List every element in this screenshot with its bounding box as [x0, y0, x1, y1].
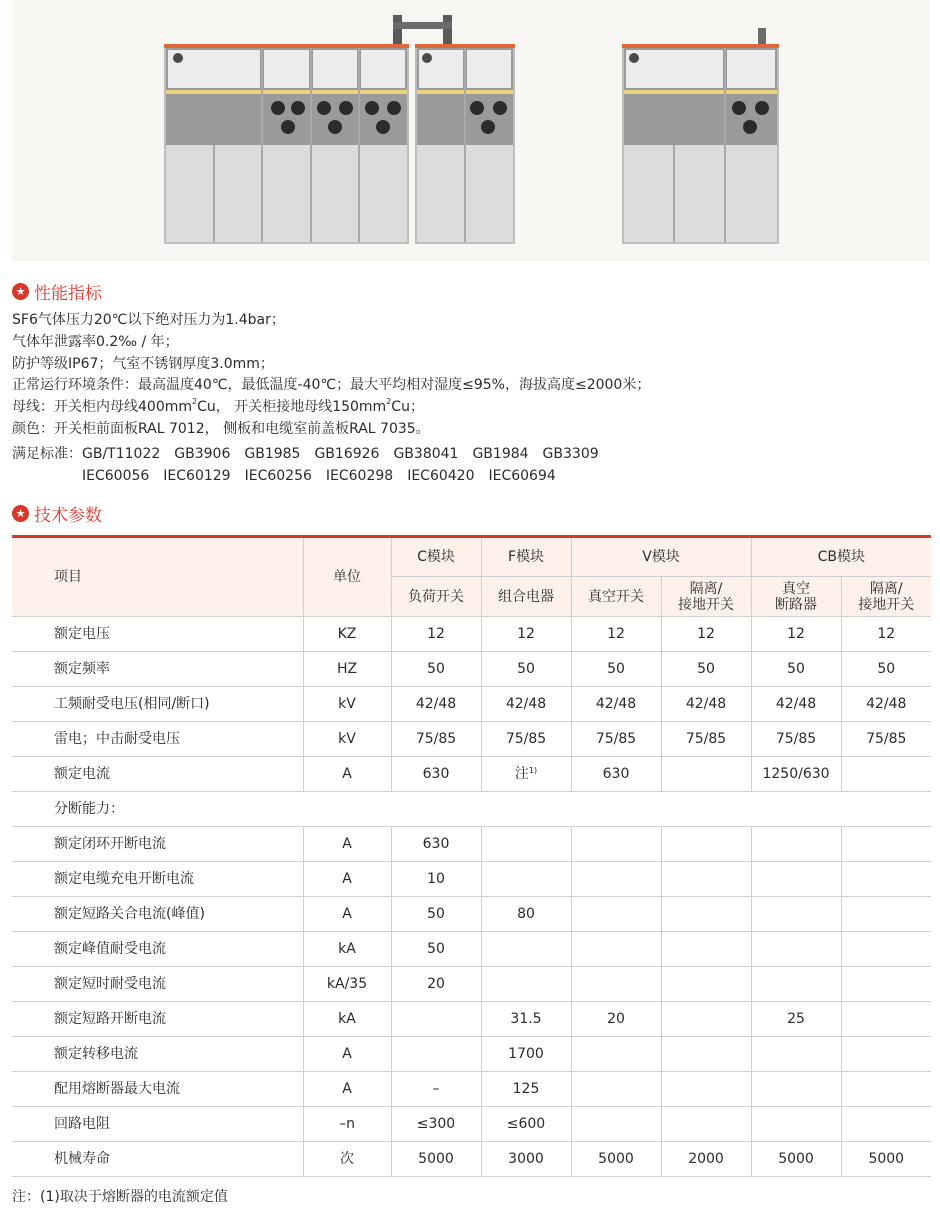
row-unit: KZ [303, 617, 391, 652]
row-unit: A [303, 757, 391, 792]
perf-line: 防护等级IP67；气室不锈钢厚度3.0mm； [12, 355, 274, 372]
row-value [841, 757, 931, 792]
row-item: 额定短路关合电流(峰值) [12, 897, 303, 932]
row-value [751, 1037, 841, 1072]
table-row [12, 617, 931, 652]
busbar-middle: Cu， 开关柜接地母线150mm [197, 399, 387, 416]
table-row [12, 1072, 931, 1107]
busbar-sup-2: 2 [386, 397, 392, 407]
row-item: 额定闭环开断电流 [12, 827, 303, 862]
perf-line: 气体年泄露率0.2‰ / 年； [12, 333, 179, 350]
busbar-prefix: 母线：开关柜内母线400mm [12, 399, 192, 416]
row-item: 额定转移电流 [12, 1037, 303, 1072]
standard-item: IEC60420 [407, 467, 475, 484]
row-value [571, 897, 661, 932]
row-item: 雷电；中击耐受电压 [12, 722, 303, 757]
row-value [751, 1107, 841, 1142]
header-cb-module: CB模块 [751, 537, 931, 577]
color-line: 颜色：开关柜前面板RAL 7012， 侧板和电缆室前盖板RAL 7035。 [12, 420, 430, 437]
row-value [391, 1002, 481, 1037]
standard-item: IEC60256 [244, 467, 312, 484]
row-value: 42/48 [481, 687, 571, 722]
row-value [841, 862, 931, 897]
row-value [661, 827, 751, 862]
row-item: 额定电缆充电开断电流 [12, 862, 303, 897]
row-value [751, 967, 841, 1002]
row-value [661, 757, 751, 792]
row-value: 50 [391, 932, 481, 967]
row-item: 回路电阻 [12, 1107, 303, 1142]
row-value: 3000 [481, 1142, 571, 1177]
table-row [12, 1037, 931, 1072]
row-value: 2000 [661, 1142, 751, 1177]
performance-section-title [12, 278, 102, 304]
standard-item: GB16926 [314, 445, 380, 462]
row-value [841, 1037, 931, 1072]
standards-row-1 [82, 444, 613, 466]
row-value: 42/48 [571, 687, 661, 722]
row-value [751, 827, 841, 862]
row-item: 额定电流 [12, 757, 303, 792]
cabinet-group-left [164, 44, 409, 244]
row-value: 630 [571, 757, 661, 792]
row-value: 75/85 [391, 722, 481, 757]
row-value [571, 862, 661, 897]
row-value: 5000 [391, 1142, 481, 1177]
row-value [571, 1037, 661, 1072]
performance-list [12, 310, 912, 487]
row-value: 42/48 [751, 687, 841, 722]
note-ref-sup: 1) [528, 766, 538, 775]
row-value: 31.5 [481, 1002, 571, 1037]
standard-item: GB1984 [472, 445, 529, 462]
subheader-cell: 隔离/ 接地开关 [661, 577, 751, 617]
row-value [661, 1072, 751, 1107]
row-value: 20 [391, 967, 481, 1002]
standards-label: 满足标准： [12, 445, 82, 462]
row-value-note [481, 757, 571, 792]
row-value: 125 [481, 1072, 571, 1107]
row-unit: kA [303, 932, 391, 967]
row-value: 630 [391, 827, 481, 862]
table-header-row [12, 537, 931, 577]
table-row [12, 652, 931, 687]
cabinet-group-middle [415, 44, 515, 244]
busbar-suffix: Cu； [391, 399, 424, 416]
subheader-cell: 负荷开关 [391, 577, 481, 617]
header-item: 项目 [12, 537, 303, 617]
row-unit: kV [303, 722, 391, 757]
row-value [841, 967, 931, 1002]
header-unit: 单位 [303, 537, 391, 617]
star-icon: ★ [12, 505, 29, 522]
row-value: 42/48 [661, 687, 751, 722]
row-value: 1250/630 [751, 757, 841, 792]
row-value: 75/85 [661, 722, 751, 757]
row-item: 配用熔断器最大电流 [12, 1072, 303, 1107]
row-value: 1700 [481, 1037, 571, 1072]
busbar-line [12, 397, 912, 419]
row-value: ≤300 [391, 1107, 481, 1142]
row-value [571, 1072, 661, 1107]
row-item: 工频耐受电压(相同/断口) [12, 687, 303, 722]
table-row [12, 722, 931, 757]
row-value: ≤600 [481, 1107, 571, 1142]
row-value: 12 [391, 617, 481, 652]
row-value: 75/85 [841, 722, 931, 757]
row-value [571, 1107, 661, 1142]
standards-row-2 [82, 466, 613, 488]
row-value: 50 [661, 652, 751, 687]
row-value [751, 1072, 841, 1107]
row-value [661, 862, 751, 897]
table-row [12, 757, 931, 792]
note-ref: 注 [514, 766, 529, 782]
row-value: 75/85 [571, 722, 661, 757]
tech-title-text: 技术参数 [34, 505, 102, 526]
standards [12, 444, 912, 488]
row-value [661, 1107, 751, 1142]
row-value [841, 897, 931, 932]
perf-line: SF6气体压力20℃以下绝对压力为1.4bar； [12, 312, 285, 328]
row-value: 42/48 [841, 687, 931, 722]
row-value: 50 [751, 652, 841, 687]
busbar-sup-1: 2 [192, 397, 198, 407]
busbar-connector [393, 15, 452, 45]
row-value [751, 862, 841, 897]
row-value [841, 1002, 931, 1037]
row-unit: kA [303, 1002, 391, 1037]
row-unit: A [303, 1072, 391, 1107]
row-value [661, 897, 751, 932]
row-value: 5000 [751, 1142, 841, 1177]
tech-section-title [12, 500, 102, 526]
standard-item: GB3906 [174, 445, 231, 462]
standard-item: IEC60298 [325, 467, 394, 484]
subheader-cell: 真空 断路器 [751, 577, 841, 617]
row-value: 50 [391, 652, 481, 687]
table-row [12, 897, 931, 932]
row-value: 50 [571, 652, 661, 687]
row-unit: –n [303, 1107, 391, 1142]
row-value [841, 827, 931, 862]
switchgear-illustration [12, 0, 930, 262]
row-value [661, 967, 751, 1002]
switchgear-drawing [12, 0, 930, 262]
perf-line: 正常运行环境条件：最高温度40℃，最低温度-40℃；最大平均相对湿度≤95%，海拔高度≤2000米； [12, 377, 651, 394]
row-value: 5000 [571, 1142, 661, 1177]
row-value [841, 932, 931, 967]
row-value [661, 1037, 751, 1072]
table-row [12, 827, 931, 862]
row-value: 50 [841, 652, 931, 687]
row-value [841, 1107, 931, 1142]
row-item: 机械寿命 [12, 1142, 303, 1177]
row-item: 额定峰值耐受电流 [12, 932, 303, 967]
row-value: 75/85 [481, 722, 571, 757]
row-item: 额定电压 [12, 617, 303, 652]
row-value [841, 1072, 931, 1107]
row-value: 50 [481, 652, 571, 687]
group-row [12, 792, 931, 827]
table-row [12, 687, 931, 722]
row-value: 12 [751, 617, 841, 652]
row-value [571, 827, 661, 862]
row-value: 12 [661, 617, 751, 652]
row-value: 25 [751, 1002, 841, 1037]
row-value [481, 827, 571, 862]
footnote: 注：(1)取决于熔断器的电流额定值 [12, 1189, 228, 1205]
row-value [751, 932, 841, 967]
performance-title-text: 性能指标 [34, 283, 102, 304]
row-value: 630 [391, 757, 481, 792]
row-value [661, 932, 751, 967]
table-row [12, 1142, 931, 1177]
row-value: 80 [481, 897, 571, 932]
row-value: 75/85 [751, 722, 841, 757]
row-value: 42/48 [391, 687, 481, 722]
row-item: 额定短时耐受电流 [12, 967, 303, 1002]
row-value: 50 [391, 897, 481, 932]
standard-item: GB1985 [244, 445, 301, 462]
standard-item: GB38041 [393, 445, 459, 462]
row-value: 12 [841, 617, 931, 652]
standard-item: IEC60694 [488, 467, 556, 484]
row-value [481, 967, 571, 1002]
standard-item: GB/T11022 [82, 445, 161, 462]
row-value [391, 1037, 481, 1072]
standard-item: IEC60056 [82, 467, 150, 484]
header-f-module: F模块 [481, 537, 571, 577]
row-value: – [391, 1072, 481, 1107]
subheader-cell: 隔离/ 接地开关 [841, 577, 931, 617]
header-v-module: V模块 [571, 537, 751, 577]
row-value [751, 897, 841, 932]
table-row [12, 862, 931, 897]
table-row [12, 932, 931, 967]
subheader-cell: 真空开关 [571, 577, 661, 617]
row-value [571, 967, 661, 1002]
row-value: 10 [391, 862, 481, 897]
row-item: 额定频率 [12, 652, 303, 687]
row-value: 20 [571, 1002, 661, 1037]
row-value: 5000 [841, 1142, 931, 1177]
table-row [12, 967, 931, 1002]
star-icon: ★ [12, 283, 29, 300]
row-unit: A [303, 862, 391, 897]
row-value [661, 1002, 751, 1037]
cabinet-group-right [622, 28, 779, 244]
row-unit: A [303, 1037, 391, 1072]
standard-item: IEC60129 [163, 467, 231, 484]
header-c-module: C模块 [391, 537, 481, 577]
row-value [571, 932, 661, 967]
group-label: 分断能力： [12, 792, 931, 827]
row-unit: A [303, 897, 391, 932]
tech-spec-table [12, 535, 931, 1177]
row-unit: HZ [303, 652, 391, 687]
row-unit: kA/35 [303, 967, 391, 1002]
subheader-cell: 组合电器 [481, 577, 571, 617]
row-value: 12 [481, 617, 571, 652]
row-item: 额定短路开断电流 [12, 1002, 303, 1037]
row-value [481, 862, 571, 897]
row-unit: 次 [303, 1142, 391, 1177]
standard-item: GB3309 [542, 445, 599, 462]
row-unit: A [303, 827, 391, 862]
table-row [12, 1002, 931, 1037]
table-row [12, 1107, 931, 1142]
row-value: 12 [571, 617, 661, 652]
row-value [481, 932, 571, 967]
row-unit: kV [303, 687, 391, 722]
